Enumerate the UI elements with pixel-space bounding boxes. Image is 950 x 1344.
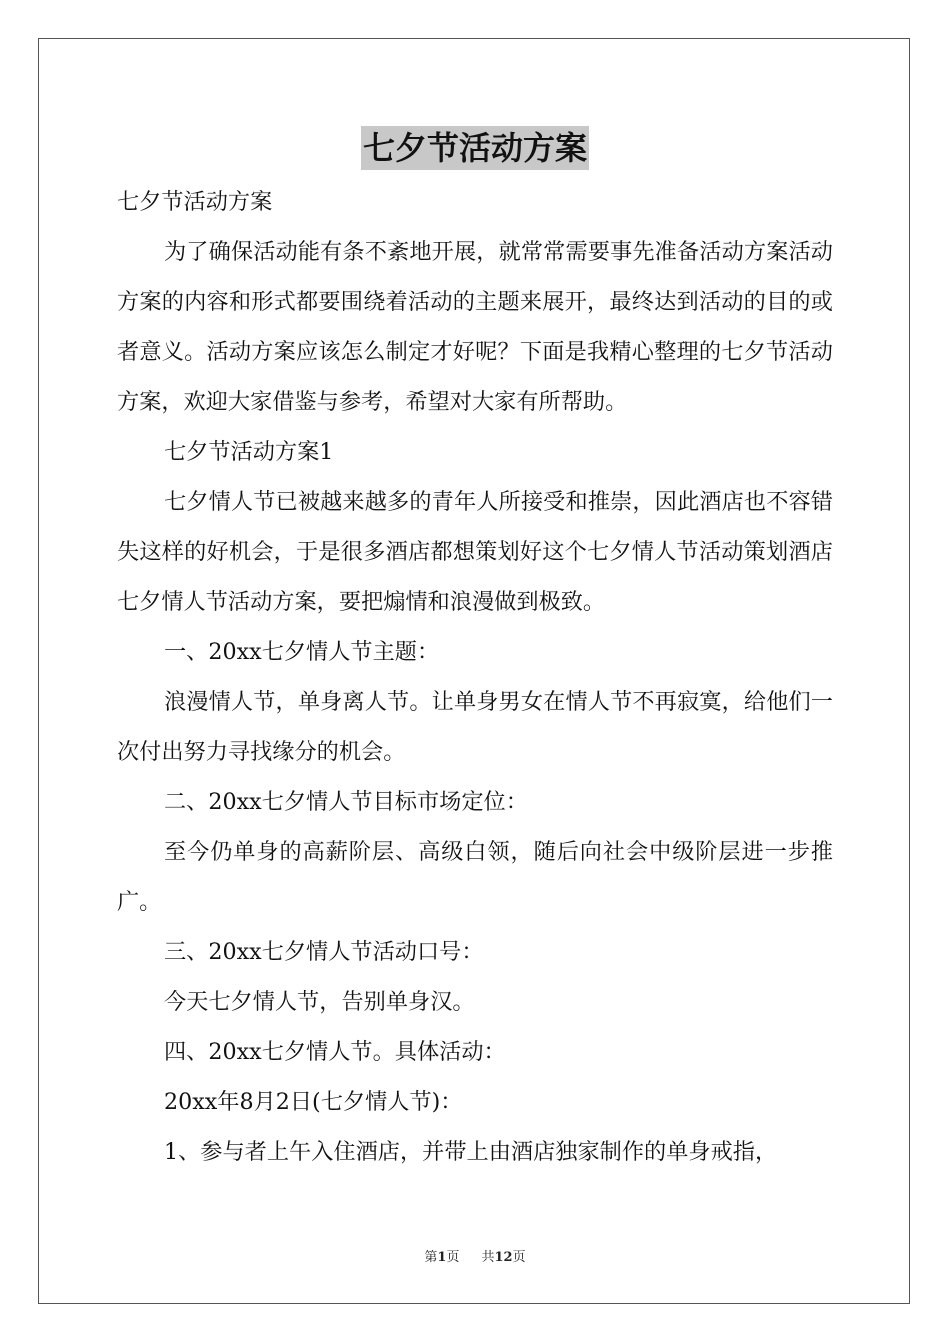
page-footer <box>0 1246 950 1265</box>
subsection-heading: 三、20xx七夕情人节活动口号： <box>164 939 484 965</box>
page-number: 1 <box>437 1250 447 1265</box>
paragraph: 浪漫情人节，单身离人节。让单身男女在情人节不再寂寞，给他们一次付出努力寻找缘分的机会。 <box>117 689 833 765</box>
paragraph: 为了确保活动能有条不紊地开展，就常常需要事先准备活动方案活动方案的内容和形式都要围绕着活动的主题来展开，最终达到活动的目的或者意义。活动方案应该怎么制定才好呢？下面是我精心整理的七夕节活动方案，欢迎大家借鉴与参考，希望对大家有所帮助。 <box>117 239 833 415</box>
paragraph: 七夕情人节已被越来越多的青年人所接受和推崇，因此酒店也不容错失这样的好机会，于是很多酒店都想策划好这个七夕情人节活动策划酒店七夕情人节活动方案，要把煽情和浪漫做到极致。 <box>117 489 833 615</box>
total-suffix: 页 <box>512 1250 526 1265</box>
subsection-heading: 二、20xx七夕情人节目标市场定位： <box>164 789 528 815</box>
document-body <box>117 177 833 1177</box>
subsection-heading: 四、20xx七夕情人节。具体活动： <box>164 1039 506 1065</box>
paragraph: 20xx年8月2日(七夕情人节)： <box>164 1089 463 1115</box>
total-prefix: 共 <box>481 1250 495 1265</box>
total-pages: 12 <box>494 1250 513 1265</box>
page-prefix: 第 <box>424 1250 438 1265</box>
paragraph: 今天七夕情人节，告别单身汉。 <box>164 989 475 1015</box>
paragraph: 1、参与者上午入住酒店，并带上由酒店独家制作的单身戒指， <box>164 1139 778 1165</box>
document-title: 七夕节活动方案 <box>361 126 589 170</box>
page-suffix: 页 <box>446 1250 460 1265</box>
paragraph: 至今仍单身的高薪阶层、高级白领，随后向社会中级阶层进一步推广。 <box>117 839 833 915</box>
subsection-heading: 一、20xx七夕情人节主题： <box>164 639 440 665</box>
paragraph: 七夕节活动方案 <box>117 189 273 215</box>
section-heading: 七夕节活动方案1 <box>164 439 334 465</box>
title-container <box>0 126 950 170</box>
